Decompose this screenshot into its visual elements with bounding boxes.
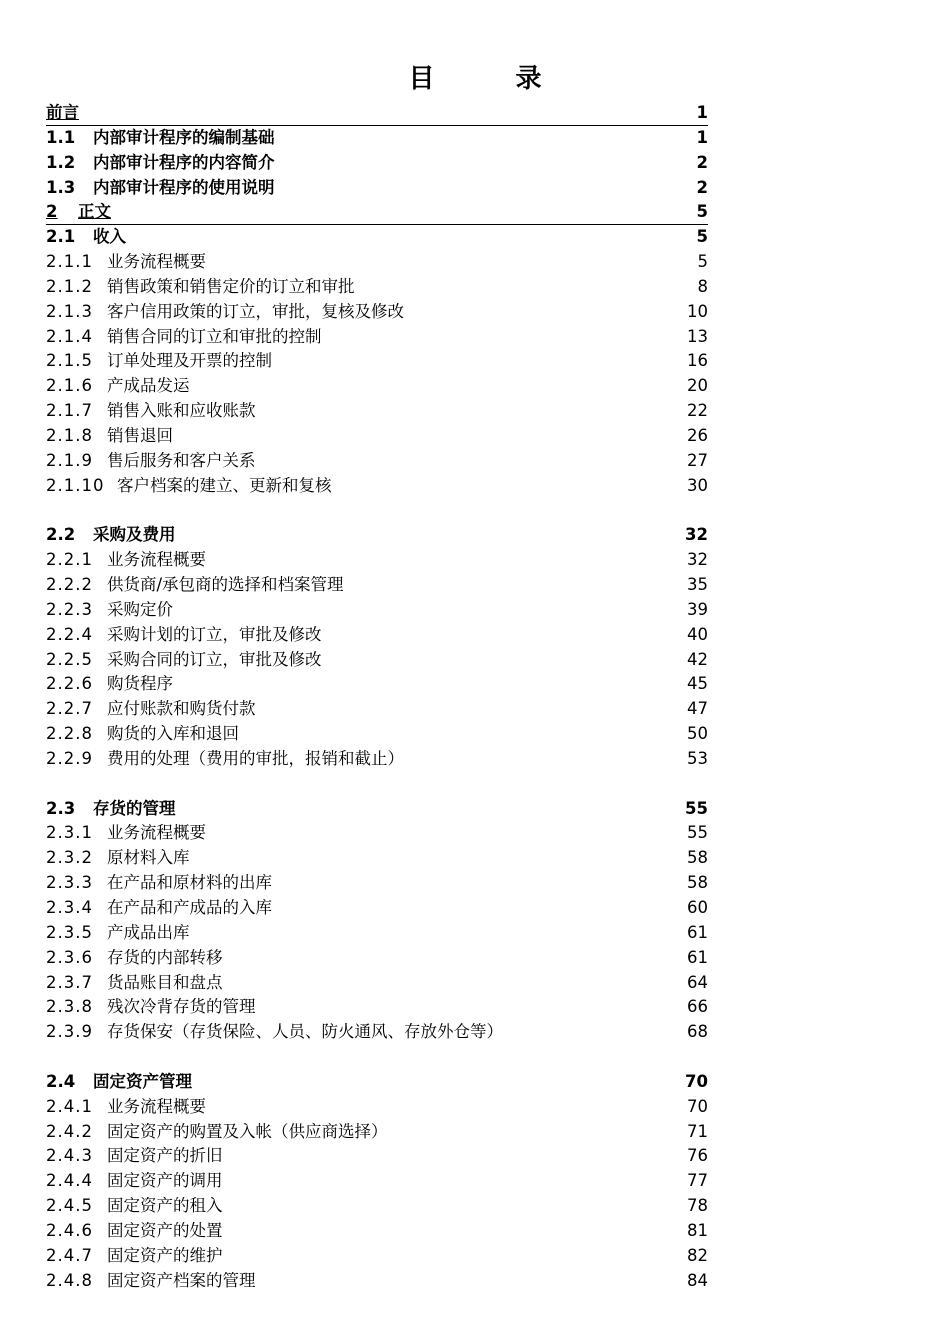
toc-spacer	[46, 772, 708, 797]
toc-entry[interactable]	[46, 225, 708, 250]
toc-entry-page-number: 53	[687, 748, 708, 768]
toc-entry[interactable]	[46, 672, 708, 697]
toc-entry[interactable]	[46, 871, 708, 896]
toc-entry[interactable]	[46, 797, 708, 822]
toc-entry[interactable]	[46, 821, 708, 846]
toc-entry-title: 应付账款和购货付款	[107, 699, 256, 719]
table-of-contents	[46, 101, 708, 1294]
toc-entry-title: 销售退回	[107, 425, 173, 445]
toc-entry-title: 业务流程概要	[107, 252, 206, 272]
toc-entry[interactable]	[46, 1269, 708, 1294]
toc-entry-title: 存货的内部转移	[107, 947, 223, 967]
toc-entry-page-number: 50	[687, 724, 708, 744]
toc-entry[interactable]	[46, 176, 708, 201]
toc-entry-number: 2.4	[46, 1071, 76, 1091]
toc-entry-number: 2.1.5	[46, 351, 93, 371]
toc-entry[interactable]	[46, 1120, 708, 1145]
toc-entry-title: 购货程序	[107, 674, 173, 694]
toc-entry-number: 2.2.3	[46, 599, 93, 619]
toc-entry-page-number: 2	[696, 152, 708, 172]
toc-entry-title: 销售入账和应收账款	[107, 401, 256, 421]
toc-entry-number: 2.3.4	[46, 898, 93, 917]
toc-entry-number: 2.3.7	[46, 972, 93, 992]
toc-entry-title: 固定资产的购置及入帐（供应商选择）	[107, 1121, 388, 1141]
toc-entry-title: 固定资产管理	[93, 1071, 192, 1091]
toc-entry-title: 销售合同的订立和审批的控制	[107, 326, 322, 346]
toc-entry-number: 1.1	[46, 127, 76, 147]
toc-entry-title: 采购合同的订立，审批及修改	[107, 649, 322, 669]
toc-entry-number: 2.3.9	[46, 1022, 93, 1042]
toc-entry-title: 产成品出库	[107, 922, 190, 942]
toc-entry-page-number: 71	[687, 1121, 708, 1141]
toc-entry[interactable]	[46, 722, 708, 747]
toc-entry-number: 2.1.1	[46, 252, 93, 272]
toc-entry[interactable]	[46, 697, 708, 722]
toc-entry-title: 内部审计程序的编制基础	[93, 127, 275, 147]
toc-entry-page-number: 58	[687, 848, 708, 868]
toc-entry-title: 固定资产的租入	[107, 1196, 223, 1216]
toc-entry-title: 固定资产的处置	[107, 1220, 223, 1240]
toc-entry[interactable]	[46, 250, 708, 275]
toc-entry-title: 供货商/承包商的选择和档案管理	[107, 575, 344, 595]
toc-entry[interactable]	[46, 399, 708, 424]
toc-entry-page-number: 8	[697, 276, 708, 296]
toc-entry-number: 2.4.1	[46, 1096, 93, 1116]
toc-entry-number: 2.2	[46, 525, 76, 545]
toc-entry[interactable]	[46, 971, 708, 996]
toc-entry-page-number: 70	[687, 1096, 708, 1116]
toc-entry-page-number: 42	[687, 649, 708, 669]
toc-entry-title: 销售政策和销售定价的订立和审批	[107, 276, 355, 296]
toc-entry-title: 业务流程概要	[107, 823, 206, 843]
toc-entry-number: 2.2.4	[46, 624, 93, 644]
toc-entry-page-number: 1	[696, 103, 708, 122]
toc-entry-number: 2.1.8	[46, 425, 93, 445]
toc-entry-page-number: 84	[687, 1270, 708, 1290]
toc-entry-page-number: 61	[687, 947, 708, 967]
toc-entry[interactable]	[46, 1194, 708, 1219]
toc-entry-page-number: 13	[687, 326, 708, 346]
toc-entry-number: 2.3.3	[46, 873, 93, 893]
toc-entry-page-number: 39	[687, 599, 708, 619]
toc-entry-page-number: 27	[687, 450, 708, 470]
toc-entry-title: 存货保安（存货保险、人员、防火通风、存放外仓等）	[107, 1022, 503, 1042]
toc-entry-title: 费用的处理（费用的审批，报销和截止）	[107, 748, 404, 768]
toc-entry-title: 采购计划的订立，审批及修改	[107, 624, 322, 644]
toc-entry-number: 2.3.8	[46, 997, 93, 1017]
toc-entry-number: 2.3.6	[46, 947, 93, 967]
toc-entry-title: 产成品发运	[107, 376, 190, 396]
toc-entry[interactable]	[46, 548, 708, 573]
toc-entry-page-number: 78	[687, 1196, 708, 1216]
toc-entry[interactable]	[46, 449, 708, 474]
toc-entry-title: 业务流程概要	[107, 550, 206, 570]
toc-entry-page-number: 32	[685, 525, 708, 545]
toc-spacer	[46, 499, 708, 524]
toc-entry-page-number: 68	[687, 1022, 708, 1042]
toc-entry-number: 2.4.5	[46, 1196, 93, 1216]
toc-entry[interactable]	[46, 126, 708, 151]
toc-entry-number: 2.4.4	[46, 1171, 93, 1191]
toc-entry[interactable]	[46, 300, 708, 325]
toc-entry[interactable]	[46, 598, 708, 623]
toc-entry-page-number: 77	[687, 1171, 708, 1191]
toc-entry-title: 业务流程概要	[107, 1096, 206, 1116]
toc-entry-page-number: 22	[687, 401, 708, 421]
toc-entry-number: 2.2.9	[46, 748, 93, 768]
toc-entry-title: 存货的管理	[93, 798, 176, 818]
toc-entry-number: 2	[46, 202, 58, 222]
toc-entry-title: 内部审计程序的内容简介	[93, 152, 275, 172]
toc-entry[interactable]	[46, 275, 708, 300]
toc-entry-page-number: 61	[687, 922, 708, 942]
toc-entry[interactable]	[46, 1219, 708, 1244]
toc-entry[interactable]	[46, 349, 708, 374]
toc-entry[interactable]	[46, 424, 708, 449]
toc-entry-page-number: 58	[687, 873, 708, 893]
toc-entry-title: 订单处理及开票的控制	[107, 351, 272, 371]
toc-entry[interactable]	[46, 846, 708, 871]
toc-entry-title: 售后服务和客户关系	[107, 450, 256, 470]
toc-entry-page-number: 1	[696, 127, 708, 147]
toc-entry-number: 2.4.6	[46, 1220, 93, 1240]
toc-entry-page-number: 47	[687, 699, 708, 719]
toc-entry-page-number: 2	[696, 177, 708, 197]
toc-entry-number: 2.1.7	[46, 401, 93, 421]
toc-entry-title: 固定资产的折旧	[107, 1146, 223, 1166]
toc-entry[interactable]	[46, 573, 708, 598]
toc-entry-title: 正文	[78, 202, 111, 222]
toc-entry[interactable]	[46, 325, 708, 350]
toc-entry-title: 在产品和产成品的入库	[107, 898, 272, 917]
toc-entry-page-number: 30	[687, 475, 708, 495]
toc-entry-title: 购货的入库和退回	[107, 724, 239, 744]
toc-entry-page-number: 40	[687, 624, 708, 644]
toc-entry-page-number: 76	[687, 1146, 708, 1166]
toc-entry[interactable]	[46, 374, 708, 399]
toc-entry-number: 2.4.3	[46, 1146, 93, 1166]
toc-entry[interactable]	[46, 1169, 708, 1194]
toc-entry-page-number: 55	[687, 823, 708, 843]
toc-entry-number: 2.4.2	[46, 1121, 93, 1141]
toc-entry-page-number: 60	[687, 898, 708, 917]
toc-entry-title: 原材料入库	[107, 848, 190, 868]
toc-entry-title: 客户档案的建立、更新和复核	[117, 475, 332, 495]
toc-entry-page-number: 32	[687, 550, 708, 570]
toc-entry-page-number: 35	[687, 575, 708, 595]
toc-entry[interactable]	[46, 623, 708, 648]
toc-entry-number: 2.2.7	[46, 699, 93, 719]
toc-entry-number: 2.3.1	[46, 823, 93, 843]
toc-entry-page-number: 20	[687, 376, 708, 396]
toc-entry-number: 1.2	[46, 152, 76, 172]
toc-entry[interactable]	[46, 921, 708, 946]
toc-entry-title: 固定资产的调用	[107, 1171, 223, 1191]
toc-entry-page-number: 66	[687, 997, 708, 1017]
toc-entry-page-number: 64	[687, 972, 708, 992]
toc-entry-number: 2.3.5	[46, 922, 93, 942]
toc-entry[interactable]	[46, 747, 708, 772]
toc-entry-title: 客户信用政策的订立，审批，复核及修改	[107, 301, 404, 321]
toc-entry[interactable]	[46, 1020, 708, 1045]
toc-title: 目 录	[408, 64, 578, 94]
toc-entry-title: 内部审计程序的使用说明	[93, 177, 275, 197]
toc-entry[interactable]	[46, 1070, 708, 1095]
toc-entry[interactable]	[46, 1244, 708, 1269]
toc-entry-title: 残次冷背存货的管理	[107, 997, 256, 1017]
toc-entry-number: 2.2.2	[46, 575, 93, 595]
toc-entry[interactable]	[46, 101, 708, 126]
toc-entry-title: 在产品和原材料的出库	[107, 873, 272, 893]
toc-entry-number: 2.2.5	[46, 649, 93, 669]
toc-entry[interactable]	[46, 200, 708, 225]
toc-entry-number: 2.4.7	[46, 1245, 93, 1265]
toc-entry-title: 货品账目和盘点	[107, 972, 223, 992]
toc-entry-page-number: 70	[685, 1071, 708, 1091]
toc-spacer	[46, 1045, 708, 1070]
toc-entry-page-number: 5	[696, 227, 708, 247]
toc-entry[interactable]	[46, 1144, 708, 1169]
toc-entry-number: 2.2.6	[46, 674, 93, 694]
toc-entry[interactable]	[46, 474, 708, 499]
toc-entry-number: 2.1.9	[46, 450, 93, 470]
toc-entry-title: 采购定价	[107, 599, 173, 619]
toc-entry[interactable]	[46, 896, 708, 921]
toc-entry-number: 2.2.1	[46, 550, 93, 570]
toc-entry-page-number: 55	[685, 798, 708, 818]
toc-entry-page-number: 16	[687, 351, 708, 371]
toc-entry-number: 2.1.2	[46, 276, 93, 296]
toc-entry-page-number: 82	[687, 1245, 708, 1265]
toc-entry[interactable]	[46, 1095, 708, 1120]
toc-entry-title: 前言	[46, 103, 79, 122]
toc-entry-page-number: 10	[687, 301, 708, 321]
toc-entry-number: 2.4.8	[46, 1270, 93, 1290]
toc-entry-number: 2.3.2	[46, 848, 93, 868]
toc-entry-page-number: 5	[696, 202, 708, 222]
toc-entry[interactable]	[46, 523, 708, 548]
toc-entry[interactable]	[46, 151, 708, 176]
toc-entry[interactable]	[46, 648, 708, 673]
toc-entry-title: 收入	[93, 227, 126, 247]
toc-entry-page-number: 45	[687, 674, 708, 694]
toc-entry-page-number: 5	[697, 252, 708, 272]
toc-entry-number: 2.1.6	[46, 376, 93, 396]
toc-entry-number: 2.1.4	[46, 326, 93, 346]
toc-entry[interactable]	[46, 946, 708, 971]
toc-entry-number: 1.3	[46, 177, 76, 197]
toc-entry-title: 采购及费用	[93, 525, 176, 545]
toc-entry-number: 2.1	[46, 227, 76, 247]
toc-entry-number: 2.3	[46, 798, 76, 818]
toc-entry-title: 固定资产的维护	[107, 1245, 223, 1265]
toc-entry-title: 固定资产档案的管理	[107, 1270, 256, 1290]
toc-entry-number: 2.1.3	[46, 301, 93, 321]
toc-entry-page-number: 26	[687, 425, 708, 445]
toc-entry-number: 2.2.8	[46, 724, 93, 744]
toc-entry-page-number: 81	[687, 1220, 708, 1240]
toc-entry[interactable]	[46, 995, 708, 1020]
toc-entry-number: 2.1.10	[46, 475, 105, 495]
